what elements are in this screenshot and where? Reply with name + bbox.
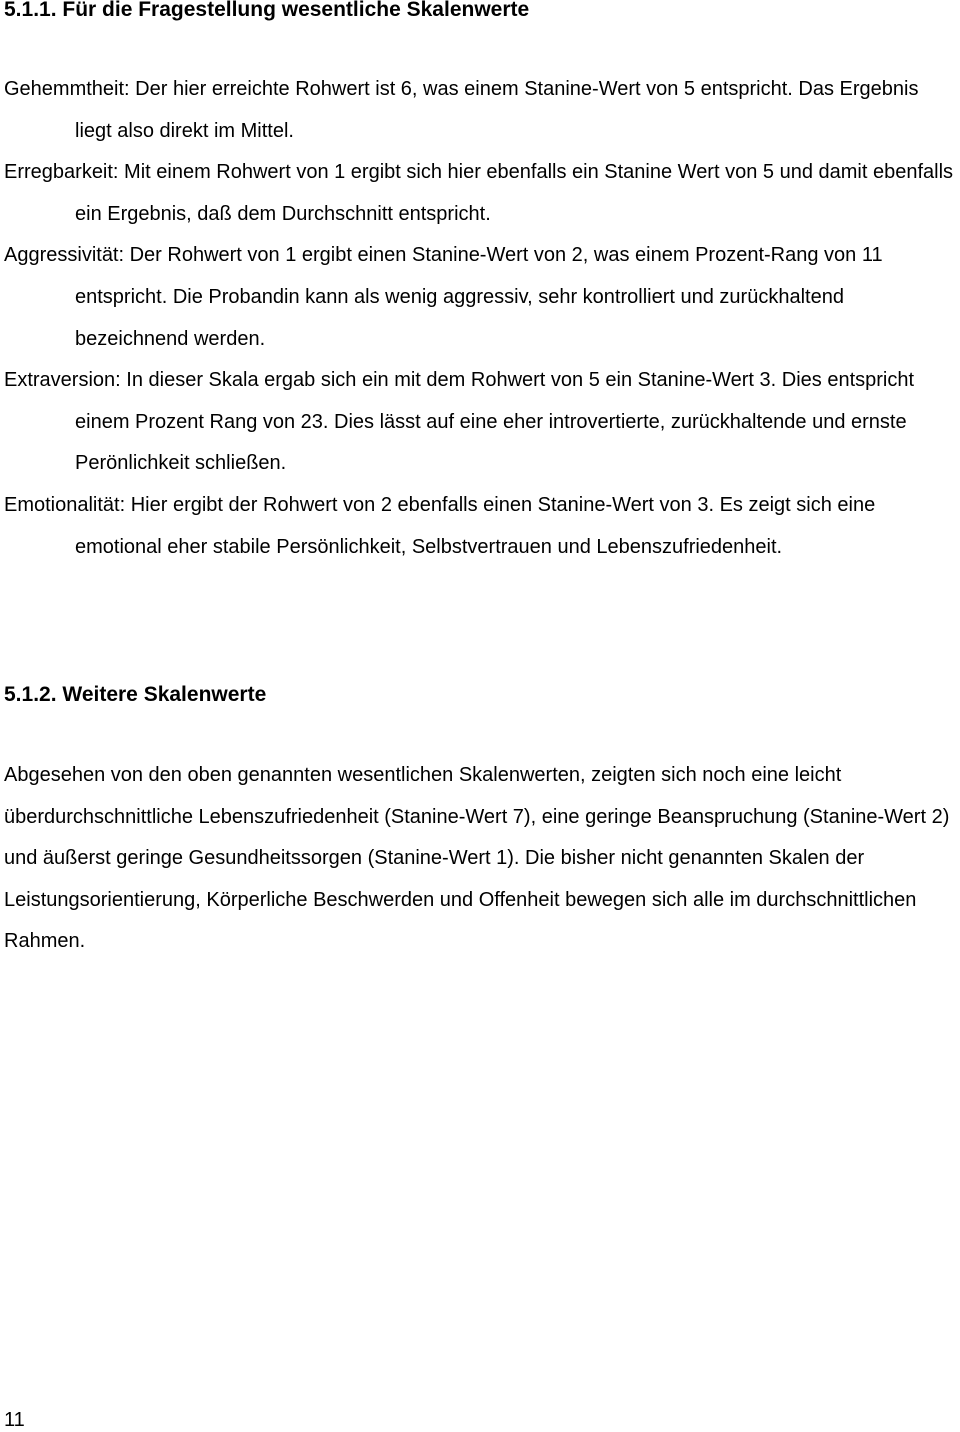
further-scales-paragraph: Abgesehen von den oben genannten wesentlichen Skalenwerten, zeigten sich noch eine leicht überdurchschnittliche Lebenszufriedenheit (Stanine-Wert 7), eine geringe Beanspruchung (Stanine-Wert 2) und äußerst geringe Gesundheitssorgen (Stanine-Wert 1). Die bisher nicht genannten Skalen der Leistungsorientierung, Körperliche Beschwerden und Offenheit bewegen sich alle im durchschnittlichen Rahmen.	[4, 764, 950, 953]
section-heading-further-scales: 5.1.2. Weitere Skalenwerte	[4, 683, 267, 706]
page-number: 11	[4, 1409, 25, 1431]
scale-results-list	[4, 69, 956, 568]
section-heading-essential-scales: 5.1.1. Für die Fragestellung wesentliche Skalenwerte	[4, 0, 530, 21]
scale-result-emotionalitaet: Emotionalität: Hier ergibt der Rohwert von 2 ebenfalls einen Stanine-Wert von 3. Es zeigt sich eine emotional eher stabile Persönlichkeit, Selbstvertrauen und Lebenszufriedenheit.	[4, 493, 876, 558]
scale-result-aggressivitaet: Aggressivität: Der Rohwert von 1 ergibt einen Stanine-Wert von 2, was einem Prozent-Rang von 11 entspricht. Die Probandin kann als wenig aggressiv, sehr kontrolliert und zurückhaltend bezeichnend werden.	[4, 244, 883, 350]
scale-result-gehemmtheit: Gehemmtheit: Der hier erreichte Rohwert ist 6, was einem Stanine-Wert von 5 entspricht. Das Ergebnis liegt also direkt im Mittel.	[4, 78, 919, 142]
scale-result-extraversion: Extraversion: In dieser Skala ergab sich ein mit dem Rohwert von 5 ein Stanine-Wert 3. Dies entspricht einem Prozent Rang von 23. Dies lässt auf eine eher introvertierte, zurückhaltende und ernste Perönlichkeit schließen.	[4, 369, 915, 475]
scale-result-erregbarkeit: Erregbarkeit: Mit einem Rohwert von 1 ergibt sich hier ebenfalls ein Stanine Wert von 5 und damit ebenfalls ein Ergebnis, daß dem Durchschnitt entspricht.	[4, 161, 954, 225]
